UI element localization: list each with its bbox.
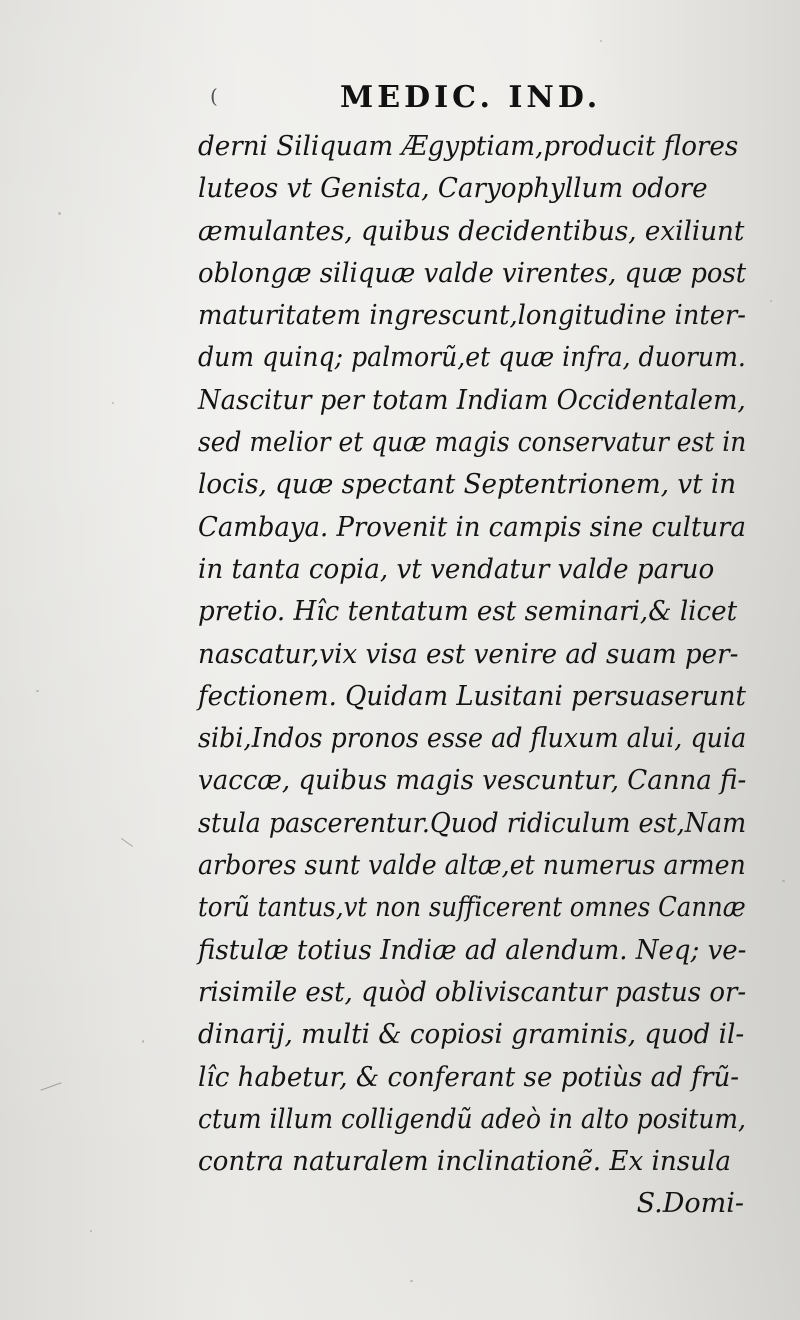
paper-mark — [121, 838, 133, 847]
text-line: nascatur,vix visa est venire ad suam per- — [198, 638, 739, 670]
paper-speck — [600, 40, 602, 42]
paper-speck — [112, 402, 114, 404]
paper-speck — [142, 1040, 144, 1043]
text-line: sibi,Indos pronos esse ad fluxum alui, quia — [198, 723, 747, 755]
text-line: sed melior et quæ magis conservatur est in — [198, 427, 747, 459]
text-line: Cambaya. Provenit in campis sine cultura — [198, 511, 746, 543]
header-margin-mark: ( — [210, 84, 218, 108]
paper-speck — [770, 300, 772, 302]
paper-mark — [40, 1082, 61, 1090]
text-line: torũ tantus,vt non sufficerent omnes Cannæ — [198, 892, 746, 924]
text-line: risimile est, quòd obliviscantur pastus or- — [198, 976, 747, 1008]
text-line: dum quinq; palmorũ,et quæ infra, duorum. — [198, 342, 746, 374]
text-line: lîc habetur, & conferant se potiùs ad frũ- — [198, 1061, 740, 1093]
text-line: ctum illum colligendũ adeò in alto positum, — [198, 1103, 746, 1135]
text-line: in tanta copia, vt vendatur valde paruo — [198, 553, 715, 585]
text-line: stula pascerentur.Quod ridiculum est,Nam — [198, 807, 747, 839]
text-line: Nascitur per totam Indiam Occidentalem, — [198, 384, 746, 416]
paper-speck — [58, 212, 61, 215]
text-line: locis, quæ spectant Septentrionem, vt in — [198, 469, 737, 501]
text-line: arbores sunt valde altæ,et numerus armen — [198, 850, 746, 882]
text-line: fistulæ totius Indiæ ad alendum. Neq; ve- — [198, 934, 747, 966]
paper-speck — [782, 880, 785, 882]
text-line: contra naturalem inclinationẽ. Ex insula — [198, 1146, 731, 1178]
catchword: S.Domi- — [636, 1188, 744, 1220]
text-line: maturitatem ingrescunt,longitudine inter- — [198, 300, 747, 332]
text-line: vaccæ, quibus magis vescuntur, Canna fi- — [198, 765, 747, 797]
text-line: oblongæ siliquæ valde virentes, quæ post — [198, 257, 747, 289]
text-line: pretio. Hîc tentatum est seminari,& licet — [198, 596, 738, 628]
paper-speck — [410, 1280, 413, 1282]
running-header-text: MEDIC. IND. — [340, 80, 602, 115]
text-line: luteos vt Genista, Caryophyllum odore — [198, 173, 708, 205]
paper-speck — [36, 690, 39, 692]
body-text — [198, 126, 764, 1226]
text-line: æmulantes, quibus decidentibus, exiliunt — [198, 215, 745, 247]
text-line: fectionem. Quidam Lusitani persuaserunt — [198, 680, 746, 712]
text-line: derni Siliquam Ægyptiam,producit flores — [198, 131, 739, 162]
text-line: dinarij, multi & copiosi graminis, quod il- — [198, 1019, 745, 1051]
paper-speck — [90, 1230, 92, 1232]
